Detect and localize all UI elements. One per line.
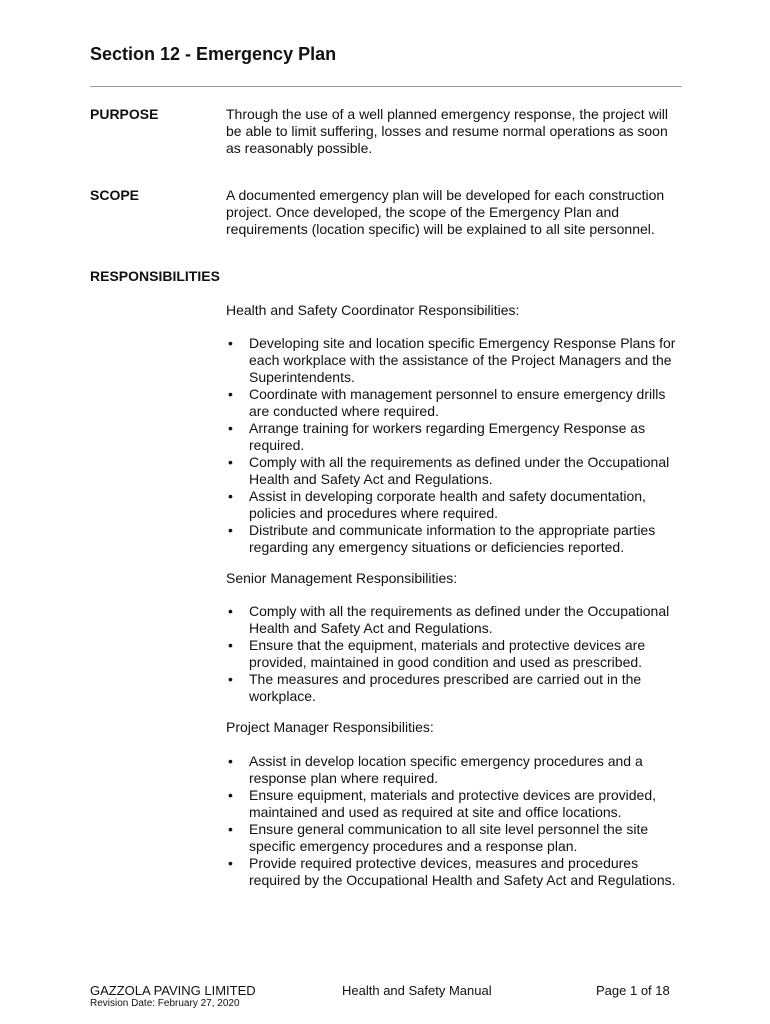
list-item <box>226 753 676 787</box>
coordinator-list <box>226 335 676 556</box>
list-item-text: Ensure equipment, materials and protective devices are provided, maintained and used as required at site and office locations. <box>249 787 656 820</box>
list-item-text: Comply with all the requirements as defined under the Occupational Health and Safety Act and Regulations. <box>249 603 670 636</box>
list-item-text: Ensure that the equipment, materials and protective devices are provided, maintained in good condition and used as prescribed. <box>249 637 646 670</box>
bullet-icon: • <box>228 420 233 436</box>
bullet-icon: • <box>228 787 233 803</box>
list-item <box>226 488 676 522</box>
list-item <box>226 386 676 420</box>
bullet-icon: • <box>228 855 233 871</box>
list-item <box>226 671 676 705</box>
list-item <box>226 855 676 889</box>
bullet-icon: • <box>228 335 233 351</box>
bullet-icon: • <box>228 637 233 653</box>
list-item-text: Coordinate with management personnel to ensure emergency drills are conducted where required. <box>249 386 666 419</box>
scope-text: A documented emergency plan will be developed for each construction project. Once developed, the scope of the Emergency Plan and requirements (location specific) will be explained to all site personnel. <box>226 187 665 237</box>
list-item <box>226 335 676 386</box>
senior-management-heading: Senior Management Responsibilities: <box>226 570 458 586</box>
list-item <box>226 787 676 821</box>
list-item-text: Assist in developing corporate health and safety documentation, policies and procedures where required. <box>249 488 646 521</box>
senior-management-list <box>226 603 676 705</box>
list-item-text: The measures and procedures prescribed are carried out in the workplace. <box>249 671 642 704</box>
bullet-icon: • <box>228 488 233 504</box>
bullet-icon: • <box>228 386 233 402</box>
responsibilities-label: RESPONSIBILITIES <box>90 268 220 284</box>
list-item <box>226 603 676 637</box>
title-divider <box>90 86 682 87</box>
list-item-text: Ensure general communication to all site level personnel the site specific emergency procedures and a response plan. <box>249 821 649 854</box>
list-item-text: Assist in develop location specific emergency procedures and a response plan where required. <box>249 753 643 786</box>
project-manager-heading: Project Manager Responsibilities: <box>226 719 434 735</box>
bullet-icon: • <box>228 522 233 538</box>
coordinator-heading: Health and Safety Coordinator Responsibilities: <box>226 302 520 318</box>
list-item <box>226 821 676 855</box>
list-item-text: Comply with all the requirements as defined under the Occupational Health and Safety Act and Regulations. <box>249 454 670 487</box>
list-item <box>226 420 676 454</box>
footer-page-number: Page 1 of 18 <box>596 983 670 998</box>
list-item-text: Distribute and communicate information to the appropriate parties regarding any emergency situations or deficiencies reported. <box>249 522 656 555</box>
bullet-icon: • <box>228 821 233 837</box>
list-item-text: Provide required protective devices, measures and procedures required by the Occupational Health and Safety Act and Regulations. <box>249 855 676 888</box>
footer-manual-title: Health and Safety Manual <box>342 983 492 998</box>
project-manager-list <box>226 753 676 889</box>
footer-company-name: GAZZOLA PAVING LIMITED <box>90 983 256 998</box>
bullet-icon: • <box>228 671 233 687</box>
scope-label: SCOPE <box>90 187 140 203</box>
list-item <box>226 522 676 556</box>
bullet-icon: • <box>228 603 233 619</box>
bullet-icon: • <box>228 753 233 769</box>
list-item-text: Arrange training for workers regarding Emergency Response as required. <box>249 420 646 453</box>
list-item <box>226 637 676 671</box>
footer-revision-date: Revision Date: February 27, 2020 <box>90 998 240 1009</box>
purpose-text: Through the use of a well planned emergency response, the project will be able to limit suffering, losses and resume normal operations as soon as reasonably possible. <box>226 106 669 156</box>
bullet-icon: • <box>228 454 233 470</box>
purpose-label: PURPOSE <box>90 106 159 122</box>
page-title: Section 12 - Emergency Plan <box>90 44 337 64</box>
list-item-text: Developing site and location specific Emergency Response Plans for each workplace with the assistance of the Project Managers and the Superintendents. <box>249 335 676 385</box>
list-item <box>226 454 676 488</box>
